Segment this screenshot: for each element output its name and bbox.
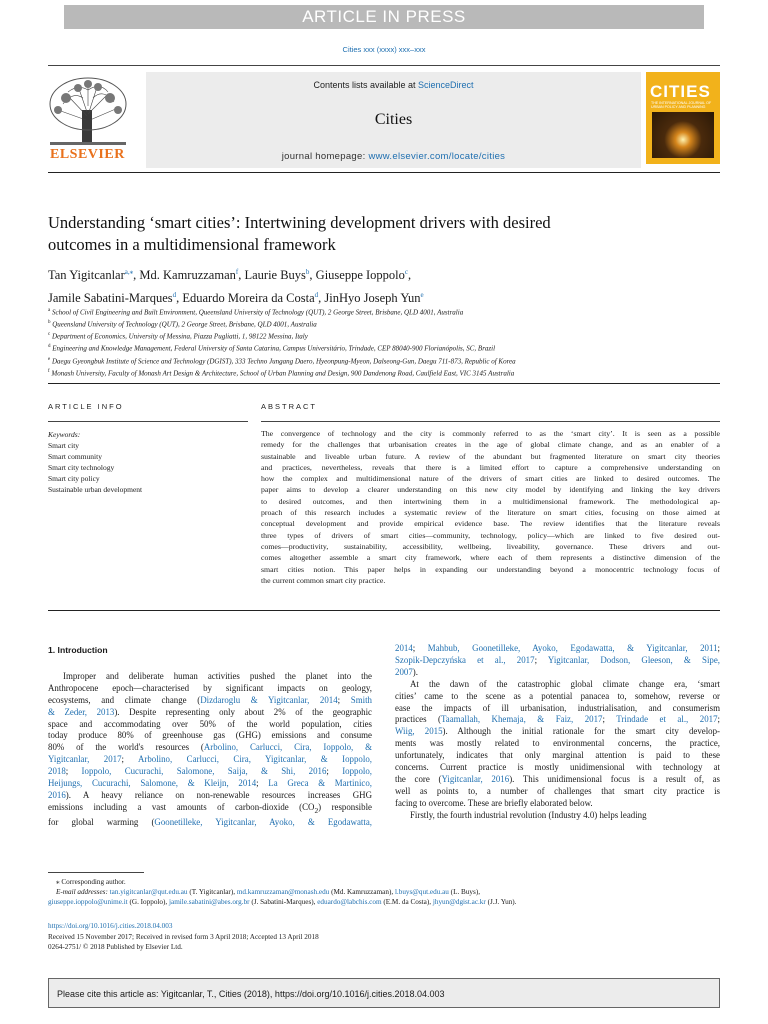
citation-link[interactable]: Arbolino, Carlucci, Cira, Yigitcanlar, & Ioppolo, [137, 754, 372, 765]
text-line [395, 643, 720, 655]
journal-cover-image [646, 72, 720, 164]
cover-title: CITIES [650, 82, 711, 101]
article-info-heading: ARTICLE INFO [48, 402, 124, 411]
text-run: ). A heavy reliance on non-renewable resources increases GHG [65, 789, 372, 800]
email-link[interactable]: giuseppe.ioppolo@unime.it [48, 898, 128, 907]
keyword: Smart city [48, 441, 80, 450]
author-name: Tan Yigitcanlar [48, 268, 125, 283]
text-line [395, 798, 720, 810]
email-line [48, 897, 728, 907]
text-run: today produce 80% of greenhouse gas (GHG) emissions and consume [48, 730, 372, 741]
email-line [48, 887, 728, 897]
author-name: JinHyo Joseph Yun [324, 291, 421, 306]
affiliation-text: Queensland University of Technology (QUT), 2 George Street, Brisbane, QLD 4001, Australia [52, 320, 317, 329]
abstract-line: three types of drivers of smart cities—community, technology, policy—which are linked to five desired out- [261, 530, 720, 540]
text-line [48, 766, 372, 778]
email-owner: (L. Buys), [448, 888, 481, 897]
text-run: ; [534, 654, 548, 665]
homepage-prefix: journal homepage: [281, 151, 369, 162]
affiliation-marker[interactable]: f [235, 268, 239, 276]
body-column-left [48, 645, 372, 828]
citation-link[interactable]: La Greca & Martinico, [268, 778, 373, 789]
elsevier-tree-logo [48, 76, 128, 148]
citation-link[interactable]: Taamallah, Khemaja, & Faiz, 2017 [441, 714, 603, 725]
text-run: for global warming ( [48, 816, 155, 827]
author-name: Giuseppe Ioppolo [315, 268, 405, 283]
abstract-line: paper aims to develop a clearer understanding on this new city model by identifying and linking the key drivers [261, 485, 720, 495]
text-line [395, 810, 720, 822]
author-line: Jamile Sabatini-Marques$^d$, Eduardo Moreira da Costa$^d$, JinHyo Joseph Yun$^e$ [48, 291, 424, 306]
text-run: facing to overcome. These are briefly elaborated below. [395, 797, 593, 808]
affiliation-marker[interactable]: b [305, 268, 310, 276]
text-run: ). Although the initial rationale for the smart city develop- [442, 726, 720, 737]
citation-link[interactable]: Yigitcanlar, 2016 [441, 773, 510, 784]
author-name: Md. Kamruzzaman [139, 268, 236, 283]
text-run: ; [326, 766, 343, 777]
journal-homepage [146, 151, 641, 162]
cover-subtitle: THE INTERNATIONAL JOURNAL OF URBAN POLICY AND PLANNING [651, 101, 712, 109]
subscript: 2 [314, 805, 319, 815]
abstract-line: to desired outcomes, and then intertwining them in a multidimensional framework. The methodological ap- [261, 496, 720, 506]
text-line [395, 714, 720, 726]
header-bottom-rule [48, 172, 720, 173]
affiliation [48, 330, 728, 342]
abstract-line: comes altogether assemble a smart city framework, where each of them represents a distinctive dimension of the [261, 553, 720, 563]
text-line [395, 655, 720, 667]
text-line [395, 738, 720, 750]
text-line [48, 695, 372, 707]
keyword: Smart community [48, 452, 102, 461]
elsevier-wordmark: ELSEVIER [50, 147, 125, 162]
affiliation-key: c [48, 332, 51, 338]
homepage-link[interactable]: www.elsevier.com/locate/cities [368, 151, 506, 162]
affiliation [48, 318, 728, 330]
affiliations [48, 306, 728, 379]
affiliation-key: e [48, 356, 51, 362]
journal-reference[interactable]: Cities xxx (xxxx) xxx–xxx [342, 45, 426, 54]
paragraph [48, 671, 372, 829]
email-owner: (J.J. Yun). [485, 898, 517, 907]
text-line [48, 707, 372, 719]
affiliation-text: School of Civil Engineering and Built Environment, Queensland University of Technology (QUT), 2 George Street, Brisbane, QLD 4001, Australia [51, 308, 464, 317]
email-owner: (G. Ioppolo), [127, 898, 170, 907]
text-line [395, 667, 720, 679]
affiliation-text: Engineering and Knowledge Management, Federal University of Santa Catarina, Campus Universitário, Trindade, CEP 88040-900 Florianópolis, SC, Brazil [52, 344, 496, 353]
text-line [48, 719, 372, 731]
affiliation-key: f [48, 368, 50, 374]
citation-link[interactable]: Heijungs, Cucurachi, Salomone, & Kleijn, 2014 [48, 778, 257, 789]
doi-link[interactable]: https://doi.org/10.1016/j.cities.2018.04.003 [48, 922, 173, 930]
text-run: ; [717, 714, 720, 725]
email-link[interactable]: jhyun@dgist.ac.kr [432, 898, 486, 907]
article-in-press-banner: ARTICLE IN PRESS [64, 5, 704, 29]
text-line [48, 754, 372, 766]
email-owner: (Md. Kamruzzaman), [329, 888, 395, 897]
footnote-rule [48, 872, 144, 873]
affiliation-text: Monash University, Faculty of Monash Art Design & Architecture, School of Urban Planning and Design, 900 Dandenong Road, Caulfield East, VIC 3145 Australia [51, 368, 515, 377]
citation-link[interactable]: Wiig, 2015 [395, 726, 443, 737]
affiliation-marker[interactable]: e [420, 291, 424, 300]
affiliation-key: a [48, 308, 51, 313]
text-run: ). Despite representing only about 2% of the geographic [114, 706, 372, 717]
author-list [48, 262, 728, 308]
text-line [48, 802, 372, 817]
affiliation [48, 355, 728, 367]
citation-link[interactable]: Yigitcanlar, 2017 [48, 754, 122, 765]
abstract-heading: ABSTRACT [261, 402, 318, 411]
text-line [395, 726, 720, 738]
abstract-line: comes—productivity, sustainability, accessibility, wellbeing, liveability, governance. These drivers and out- [261, 541, 720, 551]
citation-link[interactable]: Trindade et al., 2017 [616, 714, 718, 725]
contents-prefix: Contents lists available at [313, 80, 419, 90]
text-run: concerns. Current practice is mostly unidimensional with technology at [395, 762, 720, 773]
email-link[interactable]: eduardo@labchis.com [317, 898, 382, 907]
author-name: Jamile Sabatini-Marques [48, 291, 173, 306]
article-title-line: Understanding ‘smart cities’: Intertwining development drivers with desired [48, 213, 551, 232]
received-dates: Received 15 November 2017; Received in revised form 3 April 2018; Accepted 13 April 2018 [48, 933, 319, 941]
abstract-line: how the complex and multidimensional nature of the drivers of smart cities are linked to desired outcomes. The [261, 474, 720, 484]
email-link[interactable]: md.kamruzzaman@monash.edu [236, 888, 330, 897]
abstract-line: smart cities notion. This paper helps in expanding our understanding beyond a monocentric technology focus of [261, 564, 720, 574]
text-run: emissions including a vast amounts of carbon-dioxide (CO [48, 801, 315, 812]
copyright-line: 0264-2751/ © 2018 Published by Elsevier Ltd. [48, 943, 183, 952]
text-run: the core ( [395, 773, 442, 784]
text-line [395, 774, 720, 786]
text-run: ments was mostly related to environmental concerns, the practice, [395, 738, 720, 749]
citation-link[interactable]: Goonetilleke, Yigitcanlar, Ayoko, & Egodawatta, [154, 816, 372, 827]
text-run: 80% of the world's resources ( [48, 742, 204, 753]
text-run: ; [602, 714, 617, 725]
email-owner: (J. Sabatini-Marques), [249, 898, 318, 907]
affiliation [48, 342, 728, 354]
text-run: ; [412, 643, 428, 653]
corresponding-author-note: ⁎ Corresponding author. [56, 878, 126, 886]
text-run: ease the impacts of ill urbanisation, industrialisation, and consumerism [395, 702, 720, 713]
abstract-rule [261, 421, 720, 422]
citation-link[interactable]: & Zeder, 2013 [48, 706, 115, 717]
email-owner: (T. Yigitcanlar), [187, 888, 237, 897]
section-rule [48, 383, 720, 384]
text-run: ; [65, 766, 82, 777]
text-run: ). This unidimensional focus is a result of, as [509, 773, 720, 784]
affiliation-key: d [48, 344, 51, 350]
article-info-rule [48, 421, 248, 422]
affiliation-key: b [48, 320, 51, 326]
article-title [48, 212, 708, 256]
affiliation-marker[interactable]: c [404, 268, 409, 276]
abstract-line: conceptual development and provide empirical evidence base. The review identifies that the literature reveals [261, 519, 720, 529]
keyword-list [48, 440, 142, 495]
text-line [48, 817, 372, 829]
email-link[interactable]: tan.yigitcanlar@qut.edu.au [109, 888, 188, 897]
citation-link[interactable]: Smith [350, 694, 372, 705]
keywords-heading: Keywords: [48, 430, 81, 439]
citation-link[interactable]: 2018 [48, 766, 66, 777]
section-rule [48, 610, 720, 611]
text-run: practices ( [395, 714, 441, 725]
section-heading: 1. Introduction [48, 645, 108, 655]
text-line [395, 762, 720, 774]
text-line [395, 691, 720, 703]
citation-link[interactable]: Mahbub, Goonetilleke, Ayoko, Egodawatta, & Yigitcanlar, 2011 [427, 643, 718, 653]
affiliation-marker[interactable]: a,⁎ [124, 268, 134, 276]
text-run: ) responsible [318, 801, 372, 812]
contents-line [146, 80, 641, 90]
keyword: Smart city policy [48, 474, 100, 483]
journal-name: Cities [374, 111, 413, 128]
text-run: cities’ came to the scene as a potential panacea to, somehow, reverse or [395, 690, 720, 701]
text-run: ; [256, 778, 269, 789]
header-top-rule [48, 65, 720, 66]
text-line [48, 683, 372, 695]
text-line [48, 778, 372, 790]
text-run: space and accommodating over 50% of the world population, cities [48, 718, 372, 729]
cover-city-photo [652, 112, 714, 158]
text-line [395, 786, 720, 798]
text-run: ). [412, 666, 418, 677]
text-line [395, 703, 720, 715]
email-link[interactable]: l.buys@qut.edu.au [394, 888, 449, 897]
author-line: Tan Yigitcanlar$^{a,⁎}$, Md. Kamruzzaman$^f$, Laurie Buys$^b$, Giuseppe Ioppolo$^c$, [48, 268, 412, 283]
citation-link[interactable]: 2016 [48, 789, 66, 800]
affiliation-text: Daegu Gyeongbuk Institute of Science and Technology (DGIST), 333 Techno Jungang Daero, Hyeonpung-Myeon, Dalseong-Gun, Daegu 711-873, Republic of Korea [51, 356, 516, 365]
abstract-line: remedy for the challenges that urbanisation creates in the age of global climate change, and as an enabler of a [261, 440, 720, 450]
citation-link[interactable]: Ioppolo, [342, 766, 373, 777]
abstract-line: sustainable and liveable urban future. A review of the abundant but fragmented literature on smart city theories [261, 451, 720, 461]
citation-link[interactable]: Dizdaroglu & Yigitcanlar, 2014 [200, 694, 338, 705]
text-line [48, 671, 372, 683]
abstract-line: The convergence of technology and the city is commonly referred to as the ‘smart city’. It is seen as a possible [261, 429, 720, 438]
citation-link[interactable]: Yigitcanlar, Dodson, Gleeson, & Sipe, [547, 654, 721, 665]
text-run: unfortunately, indicates that only marginal attention is paid to these [395, 750, 720, 761]
abstract-line: and practices, nevertheless, reveals that there is a limited effort to capture a comprehensive understanding on [261, 462, 720, 472]
text-line [395, 750, 720, 762]
text-line [48, 790, 372, 802]
article-title-line: outcomes in a multidimensional framework [48, 235, 336, 254]
text-run: At the dawn of the catastrophic global climate change era, ‘smart [410, 678, 720, 689]
citation-link[interactable]: Szopik-Depczyńska et al., 2017 [395, 654, 535, 665]
abstract-line: proach of this research includes a systematic review of the literature on smart cities, focusing on those aimed at [261, 508, 720, 518]
article-dates [48, 932, 319, 952]
abstract-line: the current common smart city practice. [261, 575, 386, 585]
keyword: Sustainable urban development [48, 485, 143, 494]
email-link[interactable]: jamile.sabatini@abes.org.br [169, 898, 250, 907]
text-line [48, 742, 372, 754]
footnotes [48, 877, 728, 908]
abstract-text [261, 428, 720, 586]
affiliation-text: Department of Economics, University of Messina, Piazza Pugliatti, 1, 98122 Messina, Italy [51, 332, 308, 341]
text-line [48, 730, 372, 742]
text-line [395, 679, 720, 691]
affiliation [48, 367, 728, 379]
email-owner: (E.M. da Costa), [381, 898, 433, 907]
sciencedirect-link[interactable]: ScienceDirect [418, 80, 474, 90]
citation-link[interactable]: 2014 [395, 643, 413, 653]
email-label: E-mail addresses: [56, 888, 110, 897]
keywords-block [48, 429, 142, 495]
affiliation-marker[interactable]: d [314, 291, 319, 300]
text-run: Firstly, the fourth industrial revolution (Industry 4.0) helps leading [410, 809, 647, 820]
citation-link[interactable]: 2007 [395, 666, 413, 677]
text-run: ; [121, 754, 138, 765]
body-column-right [395, 643, 720, 822]
citation-link[interactable]: Ioppolo, Cucurachi, Salomone, Saija, & Shi, 2016 [81, 766, 327, 777]
text-run: well as points to, a number of challenges that smart city practice is [395, 785, 720, 796]
author-name: Laurie Buys [244, 268, 306, 283]
text-run: Anthropocene epoch—characterised by significant impacts on geology, [48, 682, 372, 693]
keyword: Smart city technology [48, 463, 115, 472]
text-run: ; [337, 694, 351, 705]
affiliation-marker[interactable]: d [172, 291, 177, 300]
citation-link[interactable]: Arbolino, Carlucci, Cira, Ioppolo, & [203, 742, 372, 753]
citation-box: Please cite this article as: Yigitcanlar, T., Cities (2018), https://doi.org/10.1016/j.cities.2018.04.003 [48, 978, 720, 1008]
text-run: ; [717, 643, 721, 653]
affiliation [48, 306, 728, 318]
text-run: ecosystems, and climate change ( [48, 694, 201, 705]
text-run: Improper and deliberate human activities pushed the planet into the [63, 670, 372, 681]
author-name: Eduardo Moreira da Costa [182, 291, 315, 306]
